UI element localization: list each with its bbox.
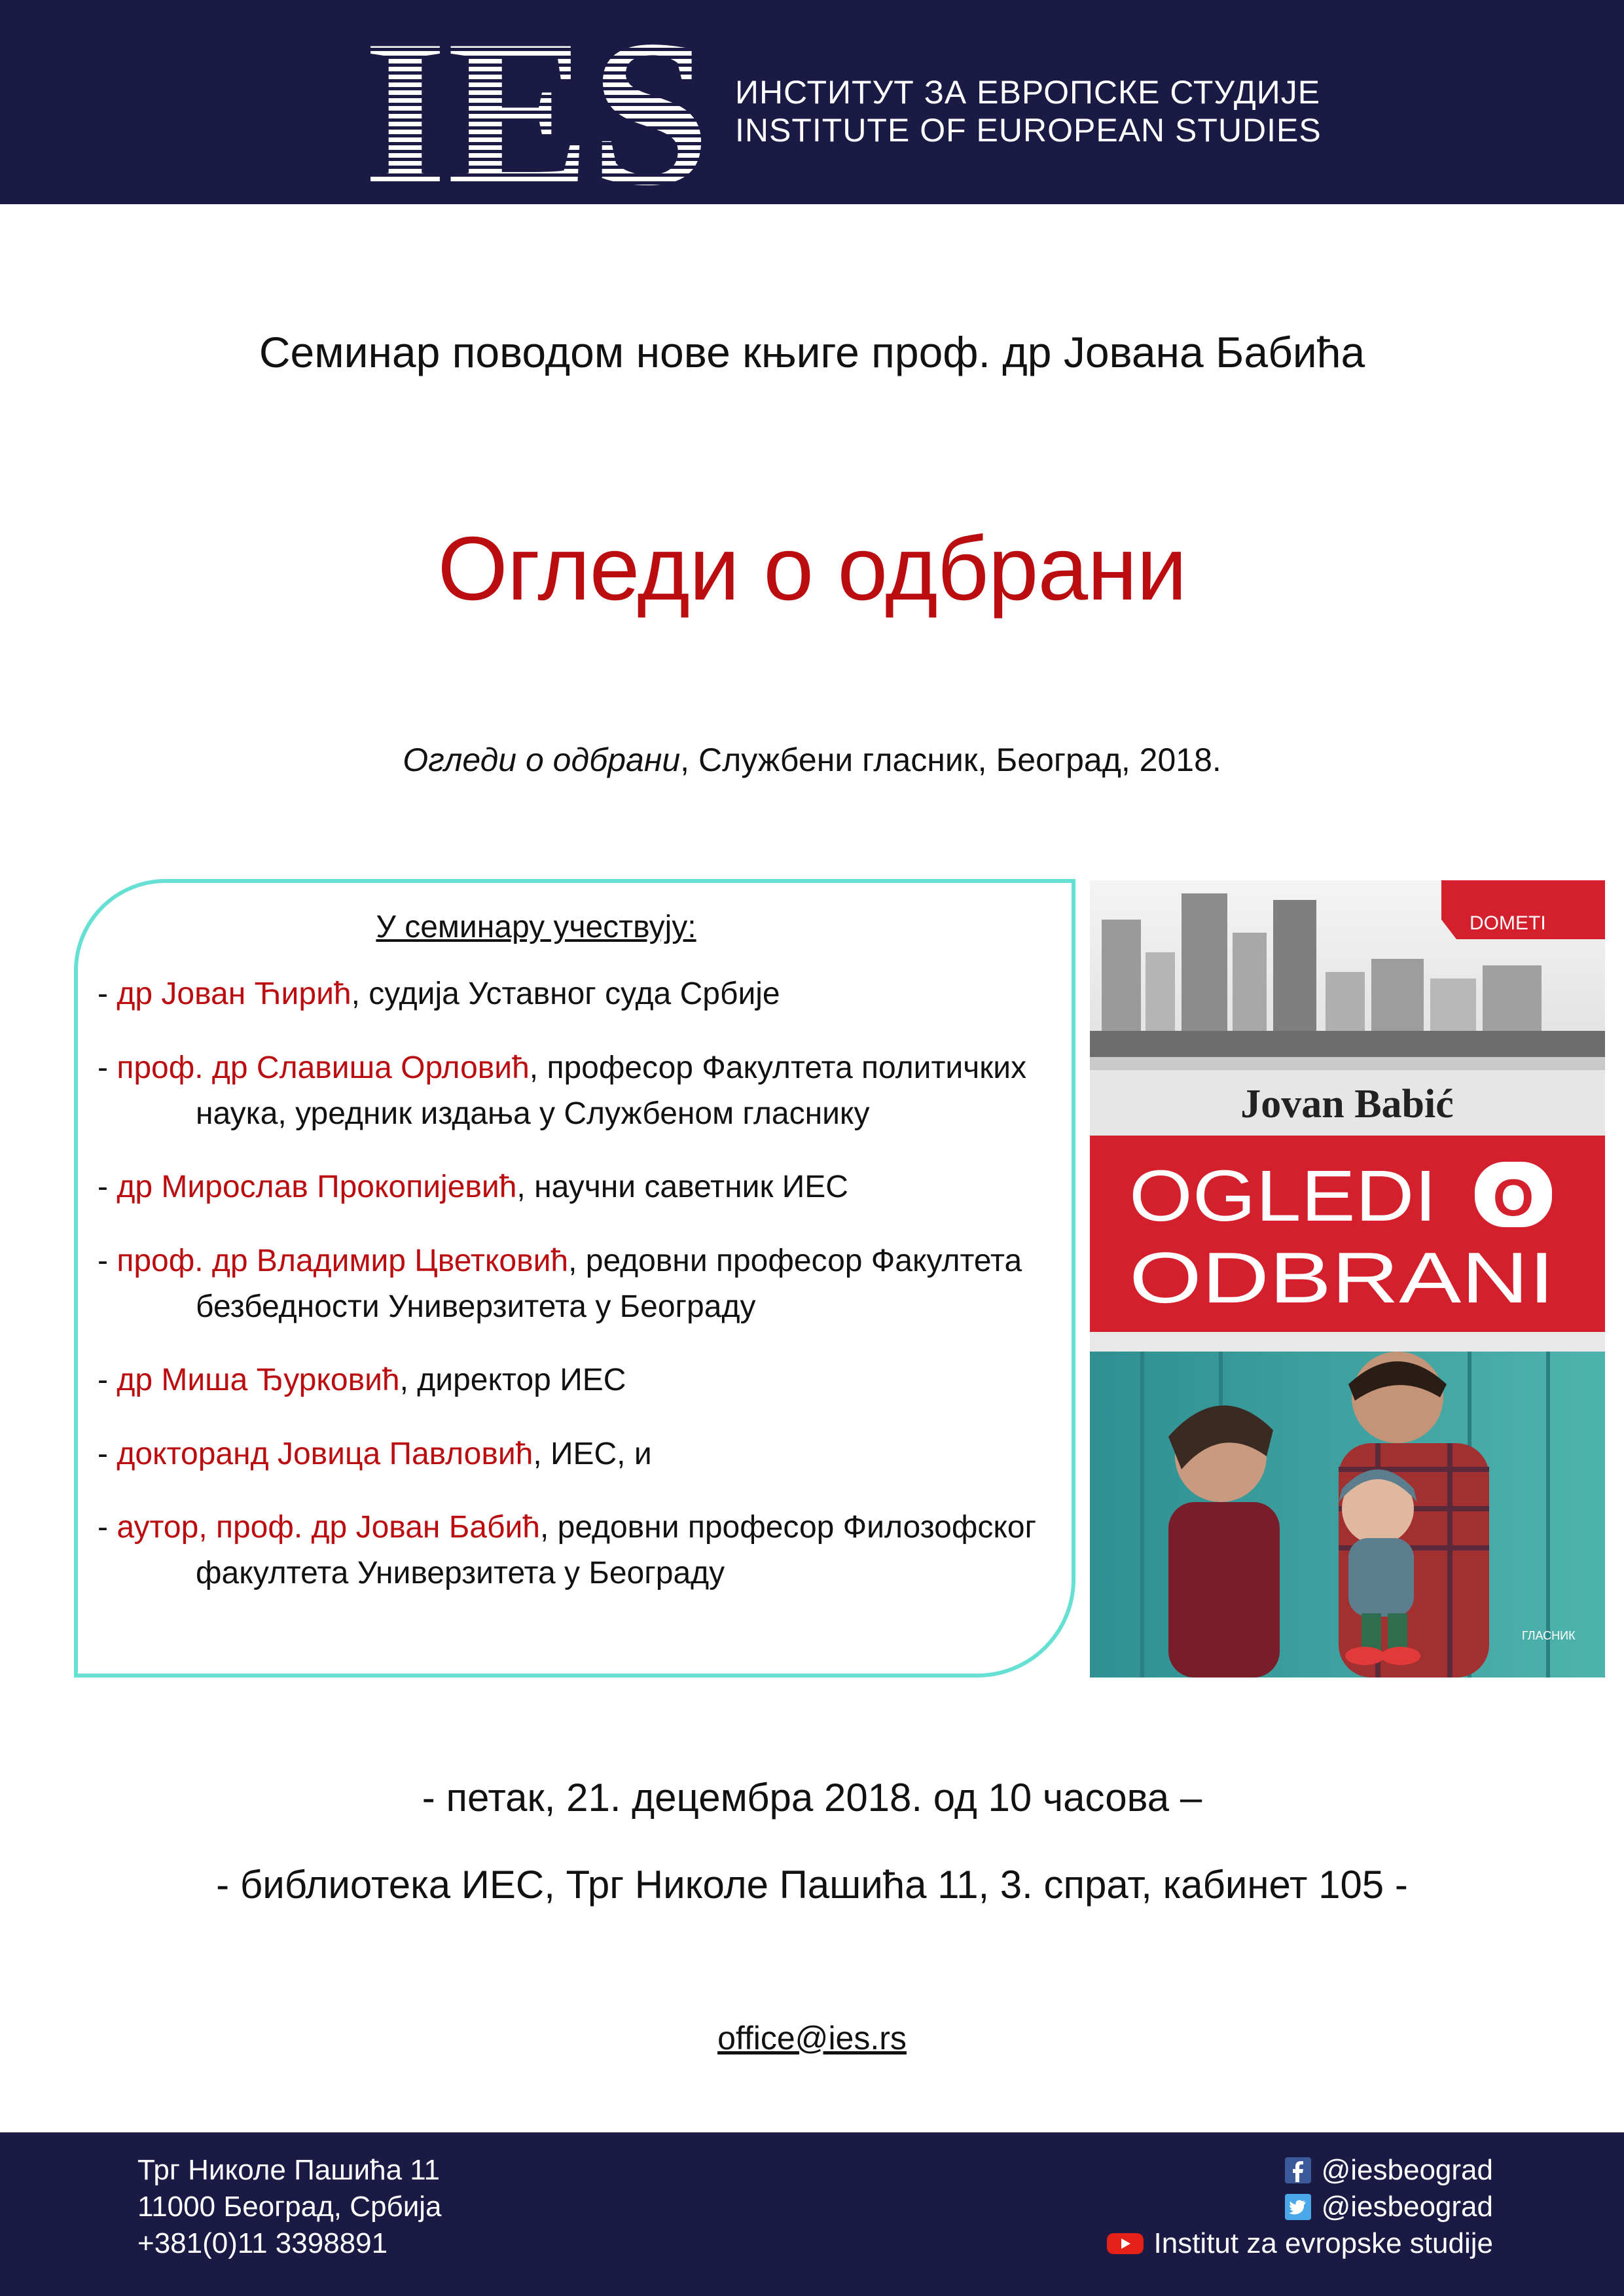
participant-name: аутор, проф. др Јован Бабић — [117, 1510, 540, 1545]
participant-role: , ИЕС, и — [533, 1437, 652, 1471]
participant-role-continued: безбедности Универзитета у Београду — [196, 1289, 756, 1324]
participant-role: , научни саветник ИЕС — [516, 1170, 848, 1204]
institute-name-en: INSTITUTE OF EUROPEAN STUDIES — [735, 112, 1322, 149]
address-phone: +381(0)11 3398891 — [137, 2227, 388, 2259]
participant-item — [98, 1505, 1066, 1596]
publication-info — [0, 741, 1624, 779]
participant-role-continued: наука, уредник издања у Службеном гласнику — [196, 1096, 870, 1131]
participant-prefix: - — [98, 1050, 117, 1085]
participant-role: , професор Факултета политичких — [529, 1050, 1027, 1085]
participant-prefix: - — [98, 1363, 117, 1397]
institute-name-sr: ИНСТИТУТ ЗА ЕВРОПСКЕ СТУДИЈЕ — [735, 74, 1321, 111]
address-street: Трг Николе Пашића 11 — [137, 2154, 440, 2186]
seminar-subtitle: Семинар поводом нове књиге проф. др Јована Бабића — [259, 328, 1365, 376]
publication-title: Огледи о одбрани — [403, 742, 681, 778]
book-title: Огледи о одбрани — [437, 518, 1187, 619]
footer-bar — [0, 2132, 1624, 2296]
contact-email-link[interactable]: office@ies.rs — [717, 2020, 907, 2056]
participant-name: проф. др Славиша Орловић — [117, 1050, 530, 1085]
participant-prefix: - — [98, 977, 117, 1011]
participant-item — [98, 1431, 1066, 1477]
address-city: 11000 Београд, Србија — [137, 2191, 442, 2223]
footer-social — [1106, 2152, 1493, 2262]
book-cover — [1090, 880, 1605, 1677]
book-cover-art — [1090, 880, 1605, 1677]
social-youtube-link[interactable] — [1106, 2225, 1493, 2262]
youtube-icon — [1106, 2229, 1145, 2258]
social-facebook-link[interactable] — [1106, 2152, 1493, 2189]
youtube-channel: Institut za evropske studije — [1153, 2227, 1493, 2259]
ies-logo — [363, 20, 710, 191]
participant-item — [98, 1164, 1066, 1210]
institute-name — [735, 73, 1322, 149]
twitter-handle: @iesbeograd — [1321, 2191, 1493, 2223]
participant-name: докторанд Јовица Павловић — [117, 1437, 533, 1471]
cover-title-line1: OGLEDI — [1129, 1156, 1437, 1236]
event-date: - петак, 21. децембра 2018. од 10 часова – — [422, 1776, 1202, 1820]
facebook-handle: @iesbeograd — [1321, 2154, 1493, 2186]
footer-address — [137, 2152, 442, 2262]
header-bar — [0, 0, 1624, 204]
cover-publisher: ГЛАСНИК — [1522, 1629, 1576, 1642]
cover-title-line2: ODBRANI — [1129, 1238, 1555, 1318]
participant-item — [98, 1238, 1066, 1330]
participant-role: , судија Уставног суда Србије — [351, 977, 780, 1011]
participant-prefix: - — [98, 1510, 117, 1545]
participant-item — [98, 971, 1066, 1017]
participant-prefix: - — [98, 1437, 117, 1471]
twitter-icon — [1284, 2193, 1312, 2221]
participant-item — [98, 1357, 1066, 1403]
publication-details: , Службени гласник, Београд, 2018. — [680, 742, 1221, 778]
ies-logo-text: IES — [363, 20, 710, 191]
participant-name: др Мирослав Прокопијевић — [117, 1170, 517, 1204]
participant-name: др Јован Ћирић — [117, 977, 352, 1011]
cover-series-label: DOMETI — [1470, 912, 1546, 934]
participant-name: др Миша Ђурковић — [117, 1363, 400, 1397]
facebook-icon — [1284, 2156, 1312, 2185]
participant-role: , директор ИЕС — [399, 1363, 626, 1397]
participants-heading: У семинару учествују: — [376, 910, 696, 944]
event-location: - библиотека ИЕС, Трг Николе Пашића 11, 3. спрат, кабинет 105 - — [216, 1863, 1408, 1907]
participant-role: , редовни професор Факултета — [568, 1244, 1022, 1278]
participant-item — [98, 1045, 1066, 1137]
participant-name: проф. др Владимир Цветковић — [117, 1244, 569, 1278]
participant-prefix: - — [98, 1244, 117, 1278]
cover-author: Jovan Babić — [1240, 1082, 1454, 1126]
cover-title-o: O — [1492, 1168, 1534, 1227]
social-twitter-link[interactable] — [1106, 2189, 1493, 2225]
participant-role: , редовни професор Филозофског — [539, 1510, 1037, 1545]
participant-prefix: - — [98, 1170, 117, 1204]
participants-panel — [74, 879, 1075, 1677]
participant-role-continued: факултета Универзитета у Београду — [196, 1556, 725, 1590]
